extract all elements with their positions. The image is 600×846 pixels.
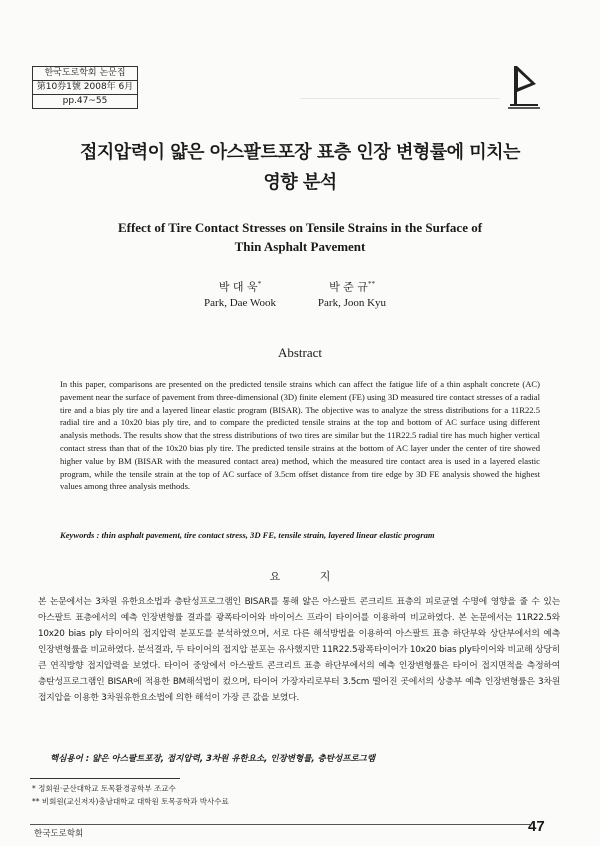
author-1-name-en: Park, Dae Wook — [204, 296, 276, 309]
journal-volume: 第10券1號 2008年 6月 — [33, 81, 137, 95]
footnote-1: * 정회원·군산대학교 토목환경공학부 조교수 — [32, 784, 176, 793]
author-1 — [180, 277, 300, 311]
yoji-keywords: 핵심용어 : 얇은 아스팔트포장, 접지압력, 3차원 유한요소, 인장변형률, 층탄성프로그램 — [50, 754, 376, 764]
footnote-2: ** 비회원(교신저자)충남대학교 대학원 토목공학과 박사수료 — [32, 797, 229, 806]
footer-society: 한국도로학회 — [34, 829, 84, 839]
title-korean-line-2: 영향 분석 — [263, 172, 337, 193]
author-2-mark: ** — [367, 280, 375, 288]
journal-info-box — [32, 66, 138, 109]
title-korean-line-1: 접지압력이 얇은 아스팔트포장 표층 인장 변형률에 미치는 — [80, 142, 520, 163]
abstract-keywords: Keywords : thin asphalt pavement, tire contact stress, 3D FE, tensile strain, layered linear elastic program — [60, 530, 435, 540]
author-2-name-ko: 박 준 규 — [329, 280, 368, 294]
society-logo-icon — [506, 62, 542, 110]
footnote-rule — [30, 778, 180, 779]
journal-name: 한국도로학회 논문집 — [33, 67, 137, 81]
author-1-mark: * — [257, 280, 262, 288]
decorative-line — [300, 98, 500, 99]
author-1-name-ko: 박 대 욱 — [218, 280, 258, 294]
footer-rule — [30, 824, 530, 825]
journal-pages: pp.47~55 — [62, 96, 108, 106]
page-number: 47 — [528, 818, 545, 835]
title-english-line-1: Effect of Tire Contact Stresses on Tensile Strains in the Surface of — [117, 220, 483, 235]
yoji-heading: 요 지 — [269, 570, 349, 583]
abstract-text: In this paper, comparisons are presented on the predicted tensile strains which can affect the fatigue life of a thin asphalt concrete (AC) pavement near the surface of pavement from three-dimensional (3D) finite element (FE) using 3D measured tire contact stresses of a radial tire and a bias ply tire and a layered linear elastic program (BISAR). The objective was to analyze the stress distributions for a 11R22.5 radial tire and a 10x20 bias ply tire, and to compare the predicted tensile strains at the top and bottom of AC surface using different analysis methods. The results show that the stress distributions of two tires are similar but the 11R22.5 radial tire has much higher vertical contact stress than that of the 10x20 bias ply tire. The predicted tensile strains at the bottom of AC layer under the center of tire showed higher value by BM (BISAR with the measured contact area) method, which the measured tire contact area is used in a layered elastic program, while the tensile strain at the top of AC surface of 3.5cm offset distance from tire edge by 3D FE analysis showed the highest values among three analysis methods. — [60, 379, 540, 492]
abstract-heading: Abstract — [277, 345, 323, 360]
author-2 — [292, 277, 412, 311]
yoji-text: 본 논문에서는 3차원 유한요소법과 층탄성프로그램인 BISAR를 통해 얇은 아스팔트 콘크리트 표층의 피로균열 수명에 영향을 줄 수 있는 아스팔트 표층에서의 예측 인장변형률 결과를 광폭타이어와 바이어스 프라이 타이어를 이용하여 비교하였다. 본 논문에서는 11R22.5와 10x20 bias ply 타이어의 접지압력 분포도를 분석하였으며, 서로 다른 해석방법을 이용하여 아스팔트 표층 하단부와 상단부에서의 예측 인장변형률을 비교하였다. 분석결과, 두 타이어의 접지압 분포는 유사했지만 11R22.5광폭타이어가 10x20 bias ply타이어와 비교해 상당히 큰 연직방향 접지압력을 보였다. 타이어 중앙에서 아스팔트 콘크리트 표층 하단부에서의 예측 인장변형률은 타이어 접지면적을 측정하여 층탄성프로그램인 BISAR에 적용한 BM해석법이 컸으며, 타이어 가장자리로부터 3.5cm 떨어진 곳에서의 상층부 예측 인장변형률은 3차원 접지압을 이용한 3차원유한요소법에 의한 해석이 가장 큰 값을 보였다. — [38, 597, 560, 703]
author-2-name-en: Park, Joon Kyu — [317, 296, 387, 309]
title-english-line-2: Thin Asphalt Pavement — [234, 239, 366, 254]
